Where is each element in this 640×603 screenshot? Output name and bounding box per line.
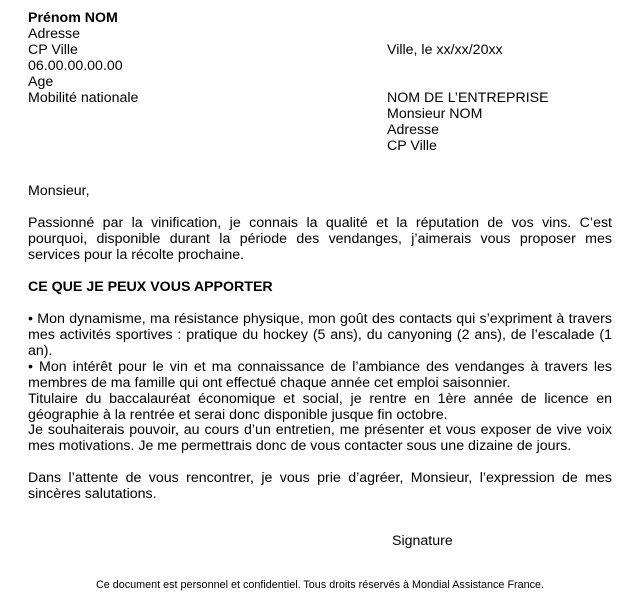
signature: Signature xyxy=(392,533,453,549)
intro-paragraph: Passionné par la vinification, je connais la qualité et la réputation de vos vins. C’est pourquoi, disponible durant la période des vendanges, j’aimerais vous proposer mes services pour la récolte prochaine. xyxy=(28,215,612,263)
list-item: • Mon dynamisme, ma résistance physique, mon goût des contacts qui s’expriment à travers mes activités sportives : pratique du hockey (5 ans), du canyoning (2 ans), de l’escalade (1 an). xyxy=(28,311,612,359)
closing-paragraph: Dans l’attente de vous rencontrer, je vous prie d’agréer, Monsieur, l’expression de mes sincères salutations. xyxy=(28,470,612,502)
recipient-address: Adresse xyxy=(387,122,440,138)
sender-block xyxy=(28,10,138,106)
sender-address: Adresse xyxy=(28,26,81,42)
recipient-block xyxy=(387,90,549,154)
sender-mobility: Mobilité nationale xyxy=(28,90,139,106)
interview-paragraph: Je souhaiterais pouvoir, au cours d’un entretien, me présenter et vous exposer de vive voix mes motivations. Je me permettrais donc de vous contacter sous une dizaine de jours. xyxy=(28,422,612,454)
section-heading: CE QUE JE PEUX VOUS APPORTER xyxy=(28,279,273,295)
salutation: Monsieur, xyxy=(28,183,90,199)
education-paragraph: Titulaire du baccalauréat économique et social, je rentre en 1ère année de licence en géographie à la rentrée et serai donc disponible jusque fin octobre. xyxy=(28,391,612,423)
list-item: • Mon intérêt pour le vin et ma connaissance de l’ambiance des vendanges à travers les membres de ma famille qui ont effectué chaque année cet emploi saisonnier. xyxy=(28,359,612,391)
qualities-list xyxy=(28,311,612,423)
recipient-contact: Monsieur NOM xyxy=(387,106,483,122)
footer-notice: Ce document est personnel et confidentiel. Tous droits réservés à Mondial Assistance France. xyxy=(95,579,545,591)
sender-age: Age xyxy=(28,74,54,90)
sender-city: CP Ville xyxy=(28,42,78,58)
sender-name: Prénom NOM xyxy=(28,10,118,26)
date-line: Ville, le xx/xx/20xx xyxy=(387,42,503,58)
sender-phone: 06.00.00.00.00 xyxy=(28,58,123,74)
recipient-city: CP Ville xyxy=(387,138,437,154)
recipient-company: NOM DE L’ENTREPRISE xyxy=(387,90,549,106)
